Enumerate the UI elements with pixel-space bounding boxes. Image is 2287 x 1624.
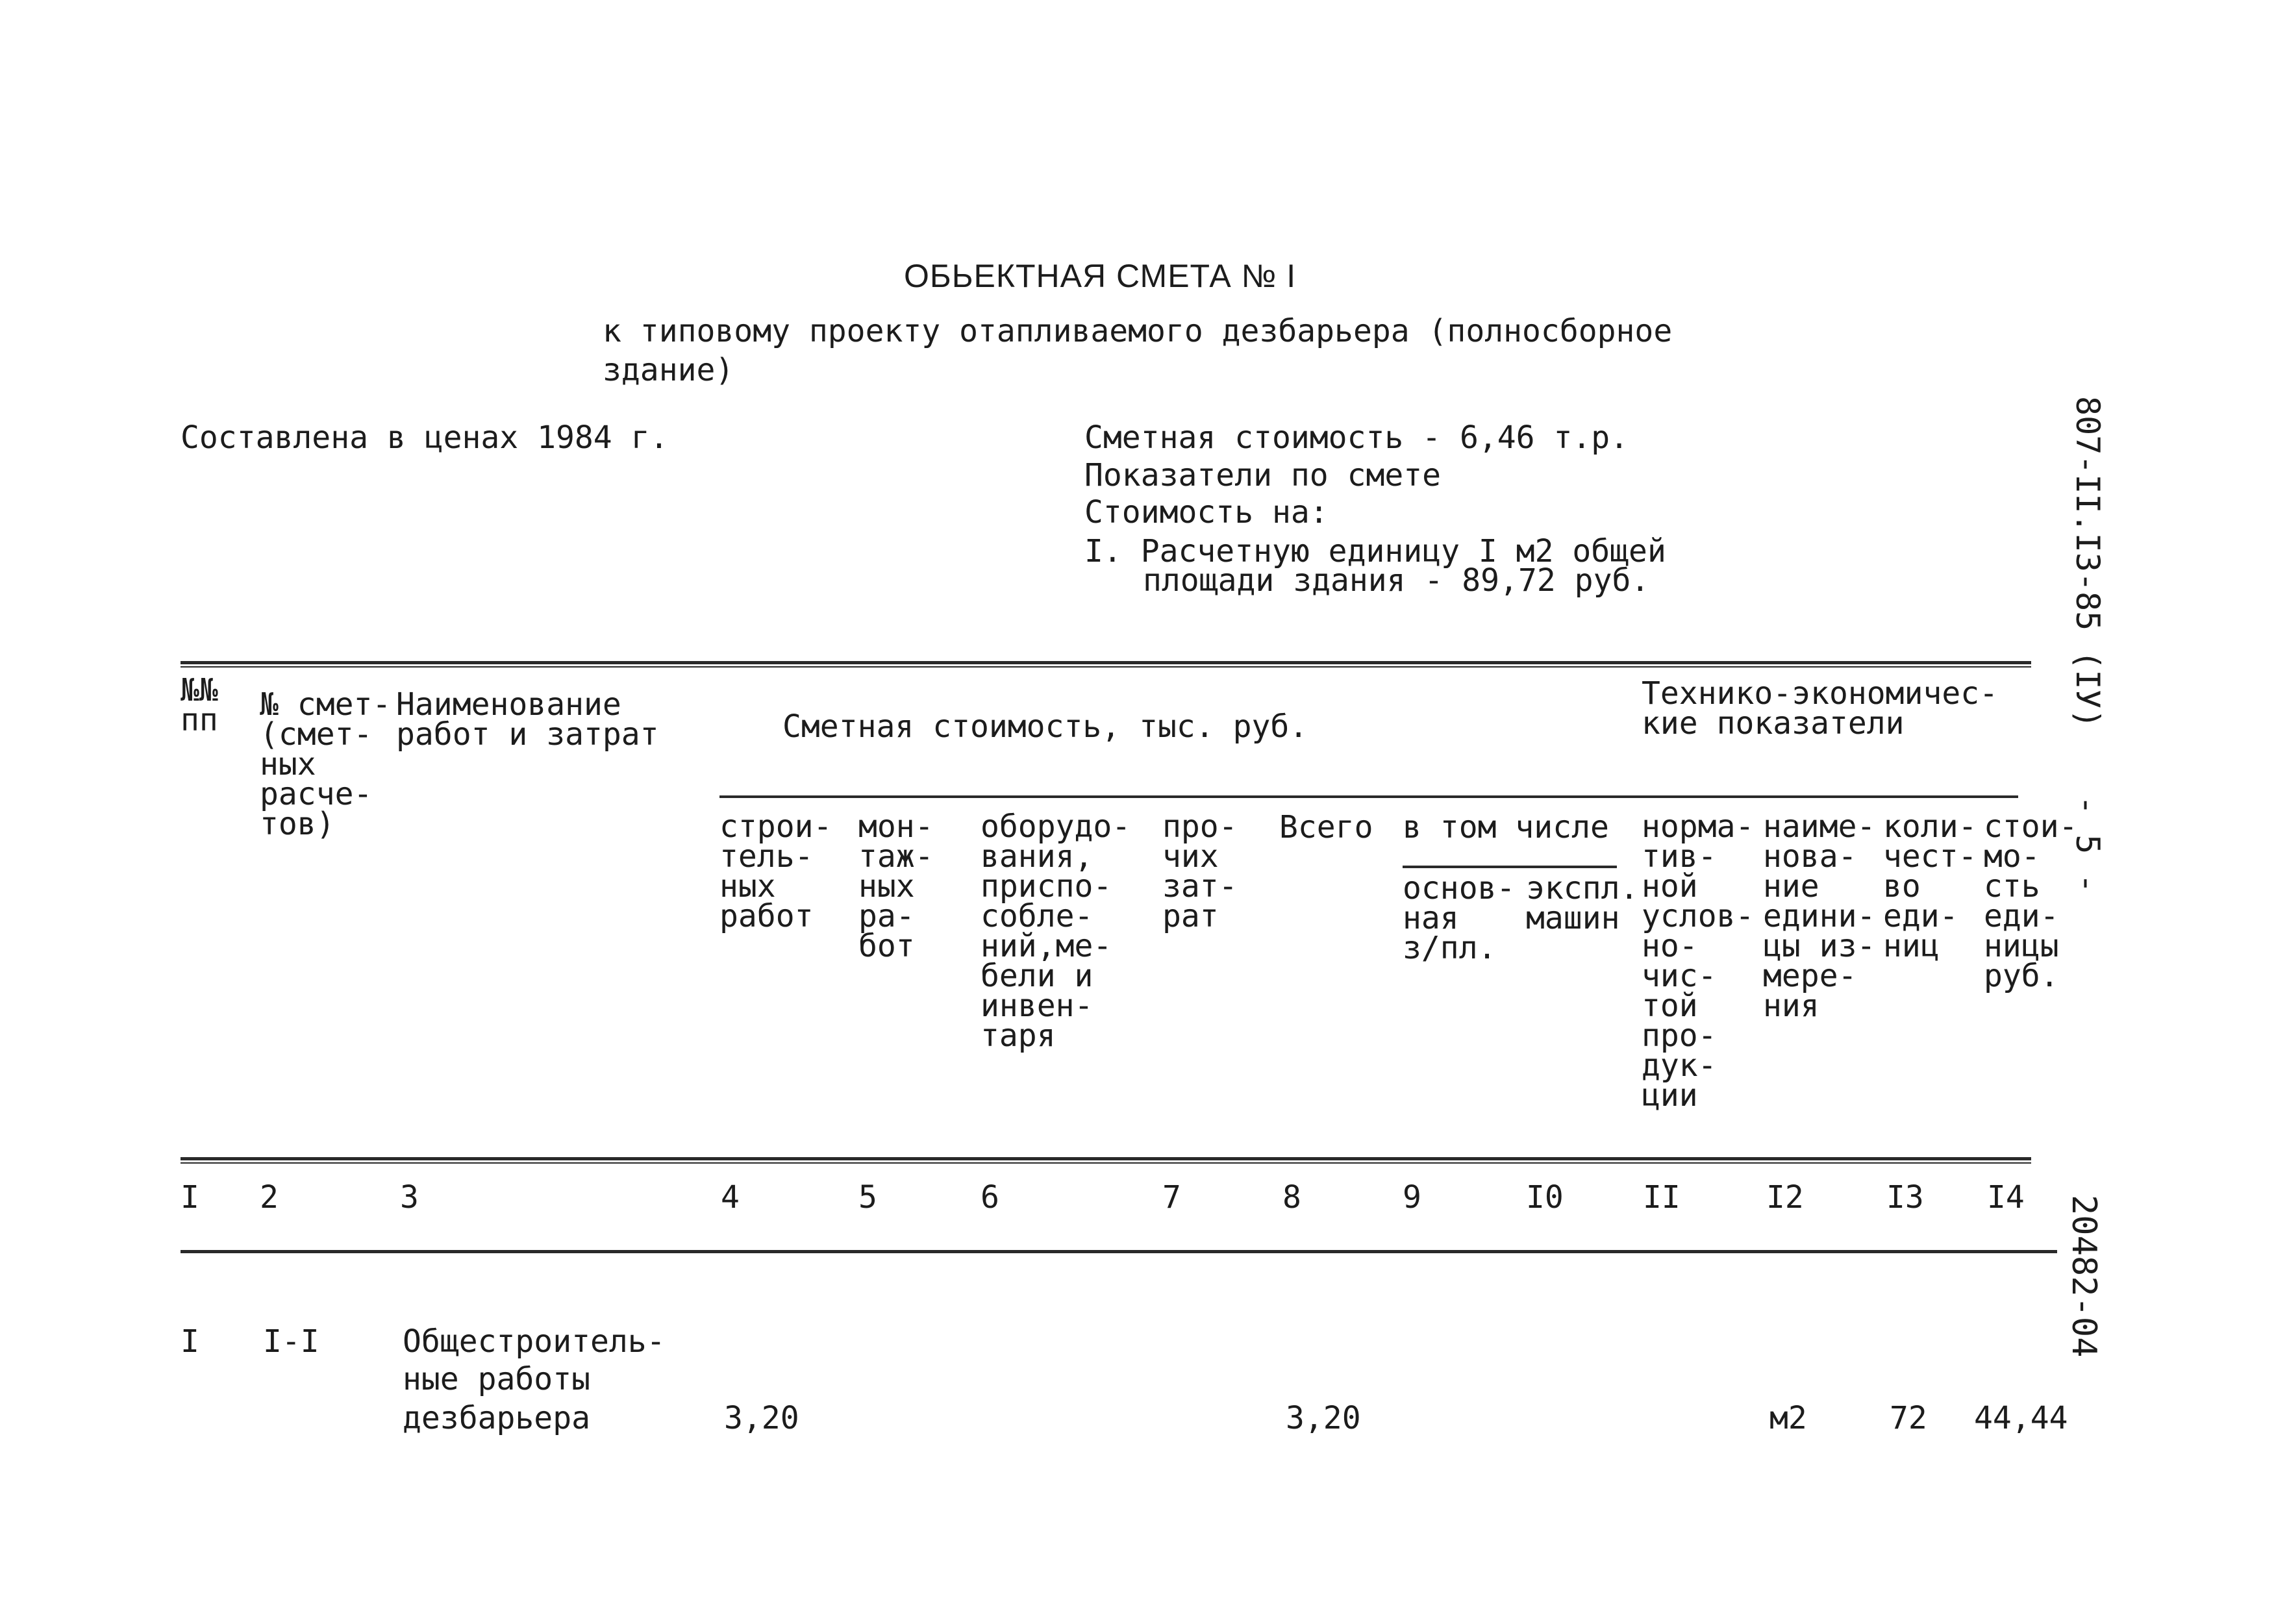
project-code: 807-II.I3-85 (IУ)	[2069, 396, 2106, 729]
row-unit-name: м2	[1769, 1400, 1807, 1436]
page-number: - 5 -	[2069, 795, 2106, 893]
row-work-name-line1: Общестроитель-	[403, 1323, 666, 1360]
col-number: I4	[1987, 1179, 2025, 1216]
col-number: 5	[858, 1179, 877, 1216]
header-col-including: в том числе	[1403, 809, 1609, 845]
col-number: 3	[400, 1179, 419, 1216]
row-unit-cost: 44,44	[1974, 1400, 2068, 1436]
row-work-name-line2: ные работы	[403, 1361, 590, 1397]
col-number: 2	[260, 1179, 279, 1216]
col-number: I0	[1526, 1179, 1564, 1216]
header-col-net-output: норма- тив- ной услов- но- чис- той про- дук- ции	[1642, 808, 1755, 1114]
estimate-indicators: Показатели по смете	[1084, 457, 1442, 493]
document-title: ОБЬЕКТНАЯ СМЕТА № I	[904, 258, 1297, 294]
header-bottom-rule	[181, 1157, 2031, 1160]
row-number: I	[181, 1323, 199, 1360]
header-col-unit-name: наиме- нова- ние едини- цы из- мере- ния	[1763, 808, 1876, 1024]
col-number: II	[1643, 1179, 1681, 1216]
document-subtitle-line1: к типовому проекту отапливаемого дезбарьера (полносборное	[603, 313, 1673, 349]
archive-stamp: 20482-04	[2064, 1195, 2103, 1358]
header-col-unit-cost: стои- мо- сть еди- ницы руб.	[1984, 808, 2078, 994]
header-col-quantity: коли- чест- во еди- ниц	[1883, 808, 1977, 964]
header-col-construction: строи- тель- ных работ	[719, 808, 832, 934]
header-col-base-salary: основ- ная з/пл.	[1403, 870, 1516, 966]
header-tech-group: Технико-экономичес- кие показатели	[1642, 675, 1999, 742]
header-col-equipment: оборудо- вания, приспо- собле- ний,ме- бели и инвен- таря	[981, 808, 1131, 1054]
header-row-number: №№ пп	[181, 672, 218, 738]
cost-per-label: Стоимость на:	[1084, 494, 1329, 531]
header-col-machines: экспл. машин	[1526, 870, 1639, 936]
row-work-name-line3: дезбарьера	[403, 1400, 590, 1436]
col-number: I2	[1766, 1179, 1804, 1216]
col-number: 7	[1162, 1179, 1181, 1216]
header-cost-group: Сметная стоимость, тыс. руб.	[782, 708, 1308, 745]
table-top-rule-2	[181, 666, 2031, 668]
numbers-bottom-rule	[181, 1250, 2057, 1253]
cost-group-rule	[719, 795, 2018, 798]
col-number: 9	[1403, 1179, 1421, 1216]
header-col-total: Всего	[1279, 809, 1373, 845]
unit-cost-line1: I. Расчетную единицу I м2 общей	[1084, 533, 1666, 569]
col-number: I	[181, 1179, 199, 1216]
col-number: I3	[1886, 1179, 1924, 1216]
estimate-cost: Сметная стоимость - 6,46 т.р.	[1084, 419, 1629, 456]
document-subtitle-line2: здание)	[603, 352, 734, 388]
table-top-rule	[181, 661, 2031, 664]
subdivision-rule	[1403, 866, 1617, 868]
col-number: 6	[981, 1179, 999, 1216]
header-bottom-rule-2	[181, 1162, 2031, 1164]
row-total-cost: 3,20	[1286, 1400, 1361, 1436]
row-quantity: 72	[1890, 1400, 1927, 1436]
col-number: 8	[1282, 1179, 1301, 1216]
price-basis: Составлена в ценах 1984 г.	[181, 419, 669, 456]
unit-cost-line2: площади здания - 89,72 руб.	[1143, 562, 1650, 599]
col-number: 4	[721, 1179, 740, 1216]
row-estimate-number: I-I	[263, 1323, 319, 1360]
header-col-installation: мон- таж- ных ра- бот	[858, 808, 934, 964]
header-work-name: Наименование работ и затрат	[396, 686, 659, 753]
header-estimate-number: № смет- (смет- ных расче- тов)	[260, 686, 392, 842]
row-construction-cost: 3,20	[724, 1400, 799, 1436]
header-col-other: про- чих зат- рат	[1162, 808, 1238, 934]
